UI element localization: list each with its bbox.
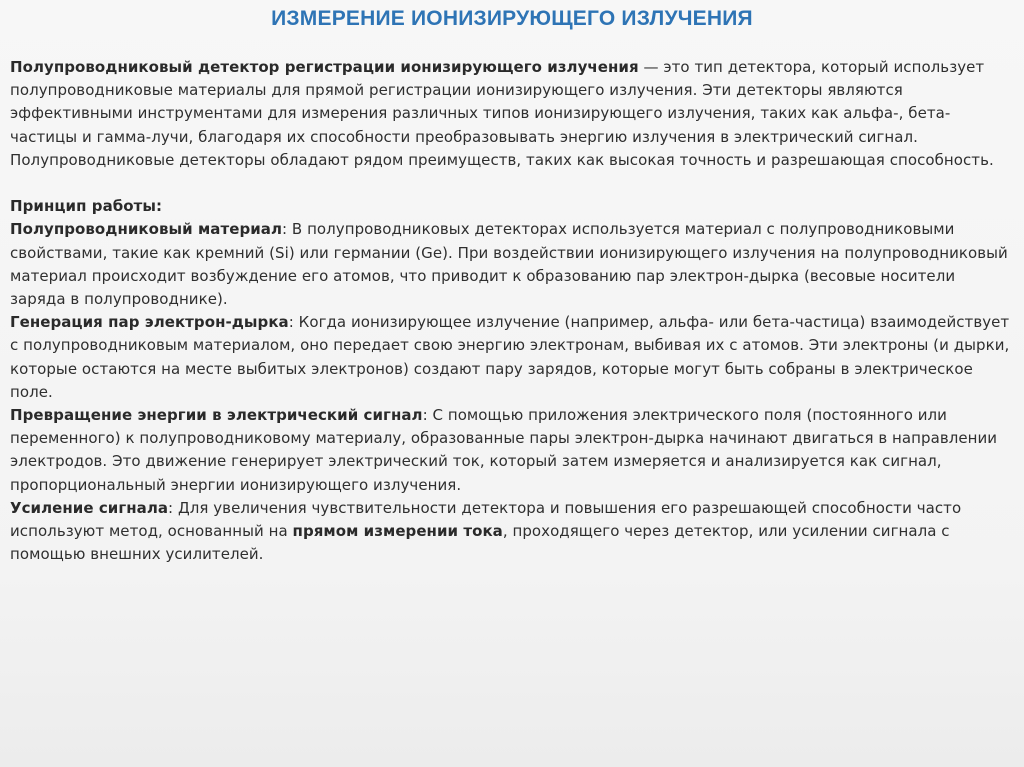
section-text: : С помощью приложения электрического поля (постоянного или переменного) к полупроводниковому материалу, образованные пары электрон-дырка начинают двигаться в направлении электродов. Это движение генерирует электрический ток, который затем измеряется и анализируется как сигнал, пропорциональный энергии ионизирующего излучения. [10, 406, 998, 494]
principle-heading [10, 195, 1010, 218]
section-signal-amplification [10, 497, 1010, 567]
section-term: Усиление сигнала [10, 498, 169, 517]
intro-paragraph [10, 56, 1010, 172]
section-term: Генерация пар электрон-дырка [10, 313, 289, 332]
section-term: Превращение энергии в электрический сигнал [10, 406, 423, 425]
section-text-after: , проходящего через детектор, или усилении сигнала с помощью внешних усилителей. [10, 522, 950, 564]
section-pair-generation [10, 311, 1010, 404]
principle-heading-text: Принцип работы: [10, 197, 163, 216]
section-text-before: : Для увеличения чувствительности детектора и повышения его разрешающей способности часто используют метод, основанный на [10, 498, 962, 541]
slide-title: ИЗМЕРЕНИЕ ИОНИЗИРУЮЩЕГО ИЗЛУЧЕНИЯ [271, 7, 753, 30]
slide-body [10, 56, 1010, 566]
section-text: : Когда ионизирующее излучение (например, альфа- или бета-частица) взаимодействует с полупроводниковым материалом, оно передает свою энергию электронам, выбивая их с атомов. Эти электроны (и дырки, которые остаются на месте выбитых электронов) создают пару зарядов, которые могут быть собраны в электрическое поле. [10, 313, 1010, 401]
section-energy-conversion [10, 404, 1010, 497]
section-emphasis: прямом измерении тока [292, 522, 503, 541]
section-text: : В полупроводниковых детекторах используется материал с полупроводниковыми свойствами, такие как кремний (Si) или германии (Ge). При воздействии ионизирующего излучения на полупроводниковый материал происходит возбуждение его атомов, что приводит к образованию пар электрон-дырка (весовые носители заряда в полупроводнике). [10, 220, 1008, 309]
section-semiconductor-material [10, 218, 1010, 311]
paragraph-gap [10, 172, 1010, 195]
section-term: Полупроводниковый материал [10, 220, 282, 239]
intro-term: Полупроводниковый детектор регистрации ионизирующего излучения [10, 58, 639, 76]
intro-text: — это тип детектора, который использует полупроводниковые материалы для прямой регистрации ионизирующего излучения. Эти детекторы являются эффективными инструментами для измерения различных типов ионизирующего излучения, таких как альфа-, бета-частицы и гамма-лучи, благодаря их способности преобразовывать энергию излучения в электрический сигнал. Полупроводниковые детекторы обладают рядом преимуществ, таких как высокая точность и разрешающая способность. [10, 58, 994, 169]
